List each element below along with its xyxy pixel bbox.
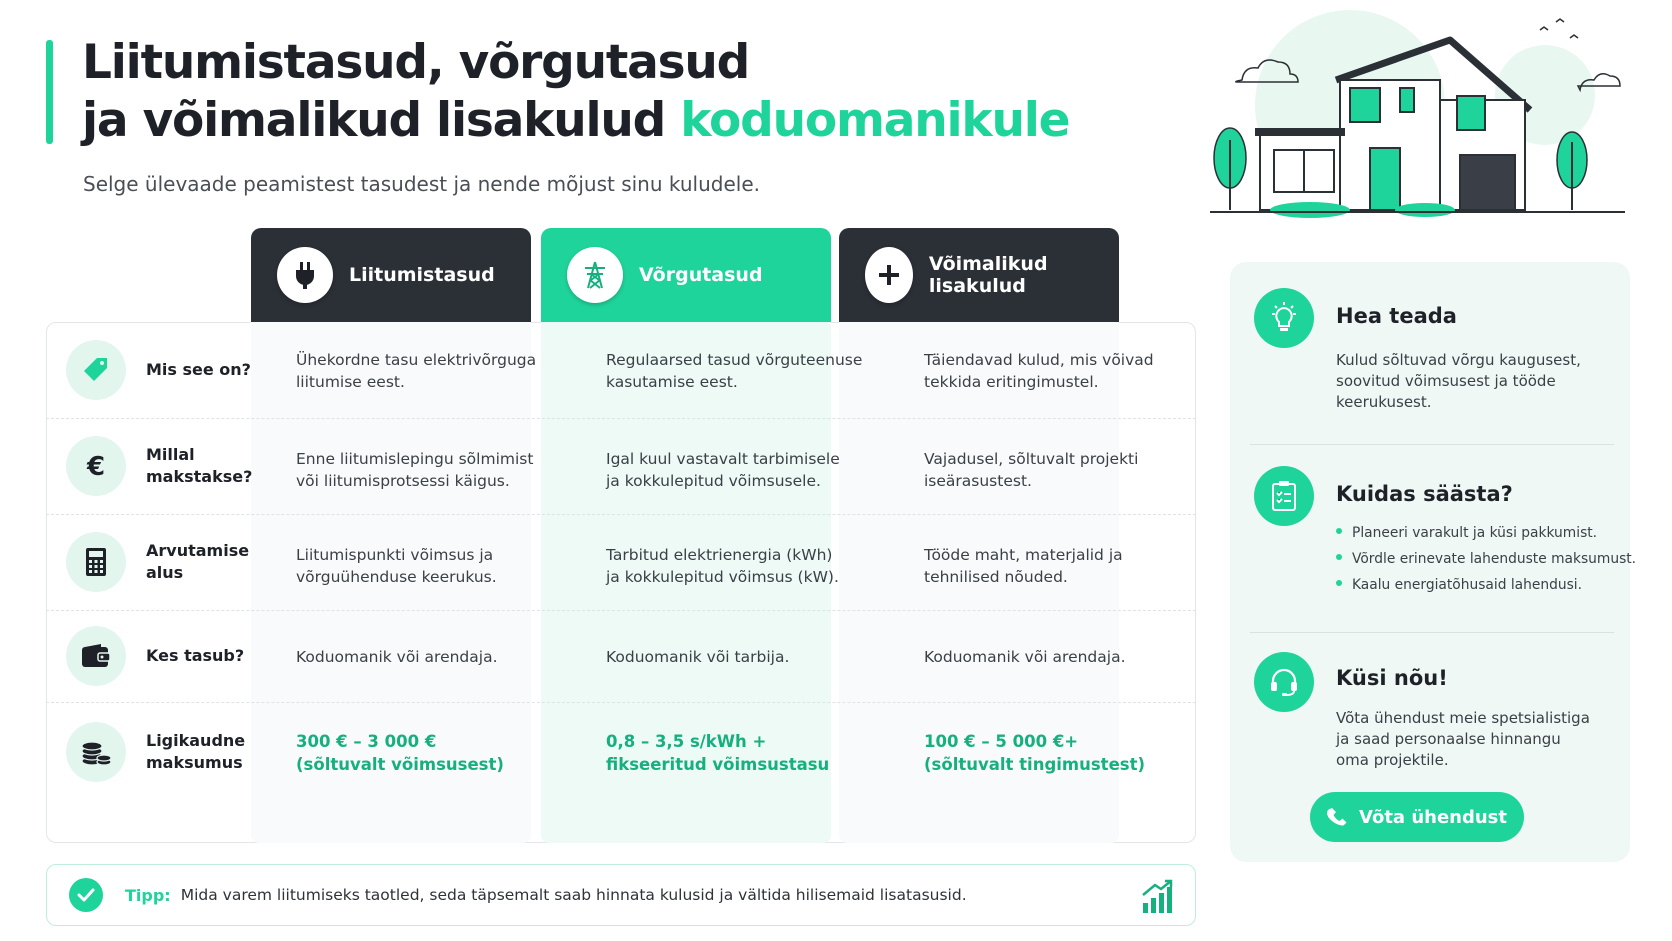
check-icon [69,878,103,912]
euro-icon [66,436,126,496]
row-label: Mis see on? [146,360,251,379]
page-subtitle: Selge ülevaade peamistest tasudest ja nende mõjust sinu kuludele. [83,172,760,196]
cell-lisakulud: Tööde maht, materjalid ja tehnilised nõuded. [924,546,1123,586]
column-header-liitumistasud [251,228,531,322]
save-tips-list [1336,520,1636,598]
good-to-know-text: Kulud sõltuvad võrgu kaugusest, soovitud võimsusest ja tööde keerukusest. [1336,351,1581,411]
growth-chart-icon [1141,879,1173,913]
column-label: Liitumistasud [349,264,495,286]
advice-text: Võta ühendust meie spetsialistiga ja saad personaalse hinnangu oma projektile. [1336,709,1590,769]
table-row [46,702,1196,843]
contact-button[interactable] [1310,792,1524,842]
tag-icon [66,340,126,400]
cell-vorgutasud: Koduomanik või tarbija. [606,648,790,666]
cell-lisakulud: Koduomanik või arendaja. [924,648,1126,666]
cell-liitumistasud: Koduomanik või arendaja. [296,648,498,666]
house-illustration [1200,10,1640,220]
good-to-know-block [1254,288,1614,418]
row-label: Ligikaudne maksumus [146,731,246,772]
cell-vorgutasud: Regulaarsed tasud võrguteenuse kasutamise eest. [606,351,863,391]
row-header [66,626,244,686]
row-header [66,436,252,496]
save-tips-title: Kuidas säästa? [1336,482,1513,506]
row-header [66,722,245,782]
phone-icon [1327,806,1349,828]
table-row [46,514,1196,610]
cell-lisakulud: Vajadusel, sõltuvalt projekti iseärasustest. [924,450,1139,490]
title-accent-bar [46,40,53,144]
comparison-table [46,228,1196,843]
title-line-2: ja võimalikud lisakulud [82,93,681,148]
row-header [66,340,251,400]
info-side-panel [1230,262,1637,862]
calculator-icon [66,532,126,592]
price-lisakulud: 100 € – 5 000 €+ (sõltuvalt tingimustest) [924,732,1146,774]
tip-bar [46,864,1196,926]
row-label: Arvutamise alus [146,541,250,582]
side-divider [1250,632,1614,633]
row-header [66,532,249,592]
page-title [82,34,1069,150]
checklist-icon [1254,466,1314,526]
price-liitumistasud: 300 € – 3 000 € (sõltuvalt võimsusest) [296,732,504,774]
advice-block [1254,652,1614,782]
title-line-1: Liitumistasud, võrgutasud [82,35,750,90]
table-row [46,610,1196,702]
side-divider [1250,444,1614,445]
contact-button-label: Võta ühendust [1359,806,1507,828]
coins-icon [66,722,126,782]
list-item: Planeeri varakult ja küsi pakkumist. [1336,520,1636,546]
save-tips-block [1254,466,1637,616]
svg-text:€: € [86,452,106,481]
lightbulb-icon [1254,288,1314,348]
cell-vorgutasud: Igal kuul vastavalt tarbimisele ja kokkulepitud võimsusele. [606,450,840,490]
column-label: Võrgutasud [639,264,763,286]
table-row [46,418,1196,514]
plug-icon [277,247,333,303]
list-item: Kaalu energiatõhusaid lahendusi. [1336,572,1636,598]
list-item: Võrdle erinevate lahenduste maksumust. [1336,546,1636,572]
column-header-vorgutasud [541,228,831,322]
row-label: Kes tasub? [146,646,245,665]
cell-liitumistasud: Ühekordne tasu elektrivõrguga liitumise eest. [296,351,537,391]
power-tower-icon [567,247,623,303]
advice-title: Küsi nõu! [1336,666,1448,690]
headset-icon [1254,652,1314,712]
tip-text: Mida varem liitumiseks taotled, seda täpsemalt saab hinnata kulusid ja vältida hilisemaid lisatasusid. [180,886,967,904]
title-highlight: koduomanikule [680,93,1070,148]
tip-label: Tipp: [125,885,171,905]
column-label: Võimalikud lisakulud [928,253,1048,297]
good-to-know-title: Hea teada [1336,304,1457,328]
cell-liitumistasud: Liitumispunkti võimsus ja võrguühenduse keerukus. [296,546,497,586]
wallet-icon [66,626,126,686]
plus-icon [865,247,913,303]
price-vorgutasud: 0,8 – 3,5 s/kWh + fikseeritud võimsustasu [606,732,830,774]
row-label: Millal makstakse? [146,445,253,486]
table-row [46,322,1196,418]
cell-vorgutasud: Tarbitud elektrienergia (kWh) ja kokkulepitud võimsus (kW). [606,546,839,586]
column-header-lisakulud [839,228,1119,322]
cell-lisakulud: Täiendavad kulud, mis võivad tekkida eritingimustel. [924,351,1154,391]
cell-liitumistasud: Enne liitumislepingu sõlmimist või liitumisprotsessi käigus. [296,450,534,490]
